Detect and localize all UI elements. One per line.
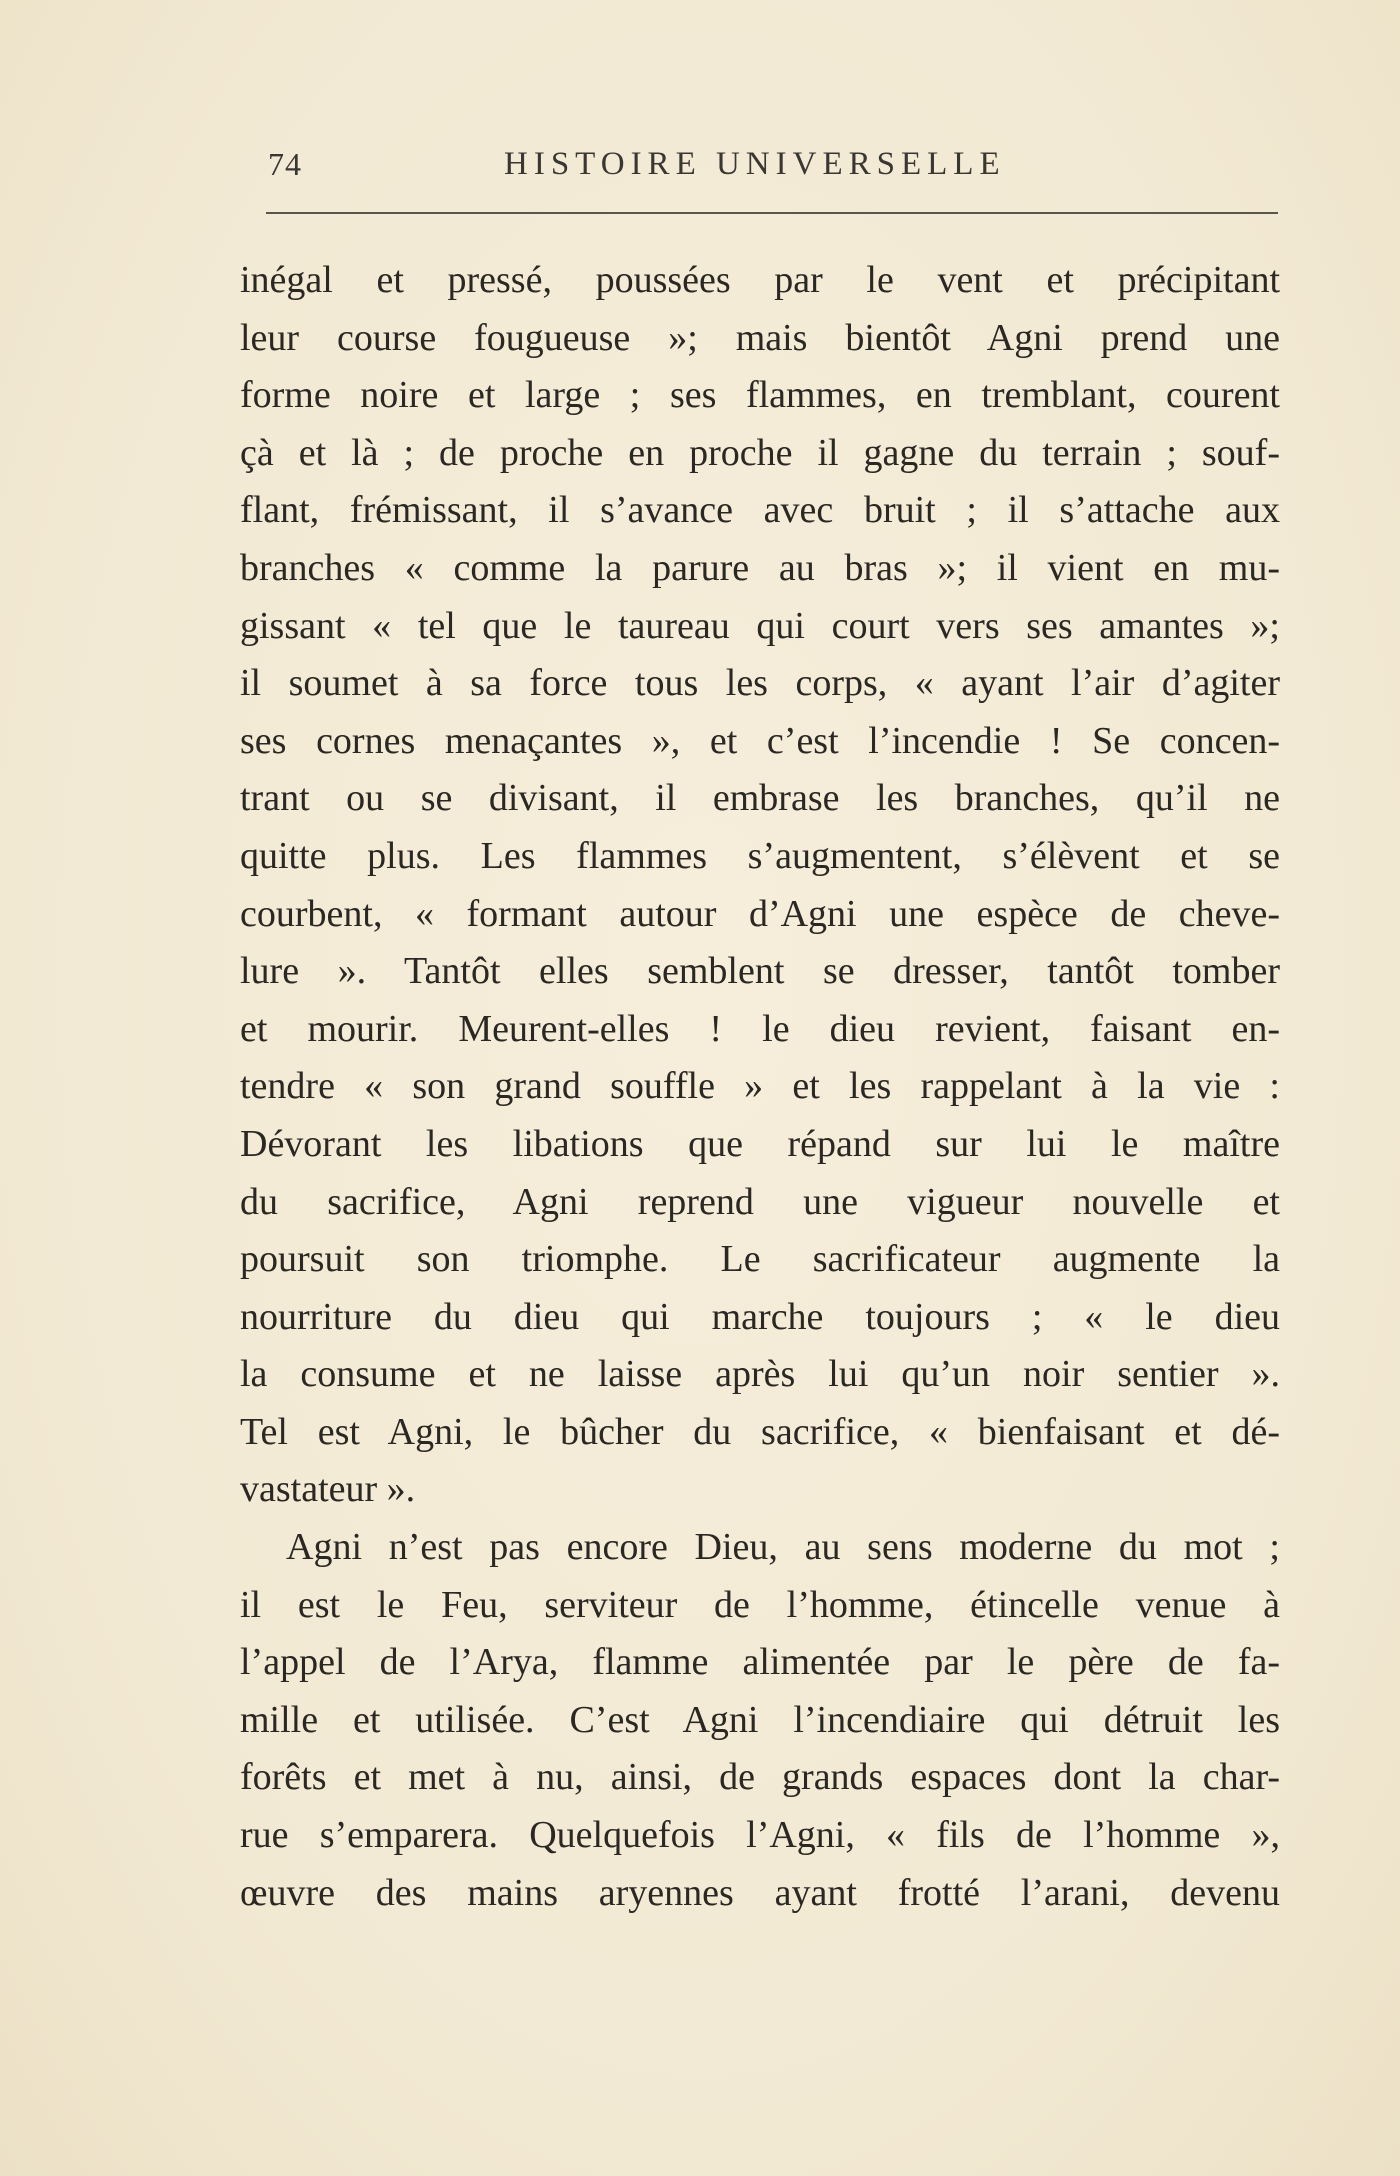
text-line: branches « comme la parure au bras »; il vient en mu-: [240, 546, 1280, 589]
text-line: flant, frémissant, il s’avance avec bruit ; il s’attache aux: [240, 489, 1280, 532]
text-line: forme noire et large ; ses flammes, en tremblant, courent: [240, 374, 1280, 417]
text-line: il soumet à sa force tous les corps, « ayant l’air d’agiter: [240, 662, 1280, 705]
text-line: nourriture du dieu qui marche toujours ; « le dieu: [240, 1295, 1280, 1338]
running-head: [268, 146, 1278, 186]
text-line: gissant « tel que le taureau qui court vers ses amantes »;: [240, 604, 1280, 647]
body-text: [240, 252, 1280, 1922]
text-line: ses cornes menaçantes », et c’est l’incendie ! Se concen-: [240, 719, 1280, 762]
text-line: forêts et met à nu, ainsi, de grands espaces dont la char-: [240, 1756, 1280, 1799]
text-line: çà et là ; de proche en proche il gagne du terrain ; souf-: [240, 431, 1280, 474]
text-line: il est le Feu, serviteur de l’homme, étincelle venue à: [240, 1583, 1280, 1626]
text-line: lure ». Tantôt elles semblent se dresser, tantôt tomber: [240, 950, 1280, 993]
text-line: courbent, « formant autour d’Agni une espèce de cheve-: [240, 892, 1280, 935]
text-line: rue s’emparera. Quelquefois l’Agni, « fils de l’homme »,: [240, 1814, 1280, 1857]
text-line: l’appel de l’Arya, flamme alimentée par le père de fa-: [240, 1641, 1280, 1684]
text-line: leur course fougueuse »; mais bientôt Agni prend une: [240, 316, 1280, 359]
text-line: la consume et ne laisse après lui qu’un noir sentier ».: [240, 1353, 1280, 1396]
text-line: vastateur ».: [240, 1468, 416, 1511]
running-title: HISTOIRE UNIVERSELLE: [504, 146, 1006, 182]
text-line: Dévorant les libations que répand sur lui le maître: [240, 1122, 1280, 1165]
header-rule: [266, 212, 1278, 214]
text-line: poursuit son triomphe. Le sacrificateur augmente la: [240, 1238, 1280, 1281]
text-line: Agni n’est pas encore Dieu, au sens moderne du mot ;: [286, 1526, 1280, 1569]
text-line: tendre « son grand souffle » et les rappelant à la vie :: [240, 1065, 1280, 1108]
text-line: inégal et pressé, poussées par le vent et précipitant: [240, 259, 1280, 301]
text-line: du sacrifice, Agni reprend une vigueur nouvelle et: [240, 1180, 1280, 1223]
text-line: trant ou se divisant, il embrase les branches, qu’il ne: [240, 777, 1280, 820]
text-line: quitte plus. Les flammes s’augmentent, s’élèvent et se: [240, 834, 1280, 877]
text-line: œuvre des mains aryennes ayant frotté l’arani, devenu: [240, 1871, 1280, 1914]
page-number: 74: [268, 146, 302, 182]
text-line: mille et utilisée. C’est Agni l’incendiaire qui détruit les: [240, 1698, 1280, 1741]
text-line: Tel est Agni, le bûcher du sacrifice, « bienfaisant et dé-: [240, 1410, 1280, 1453]
text-line: et mourir. Meurent-elles ! le dieu revient, faisant en-: [240, 1007, 1280, 1050]
